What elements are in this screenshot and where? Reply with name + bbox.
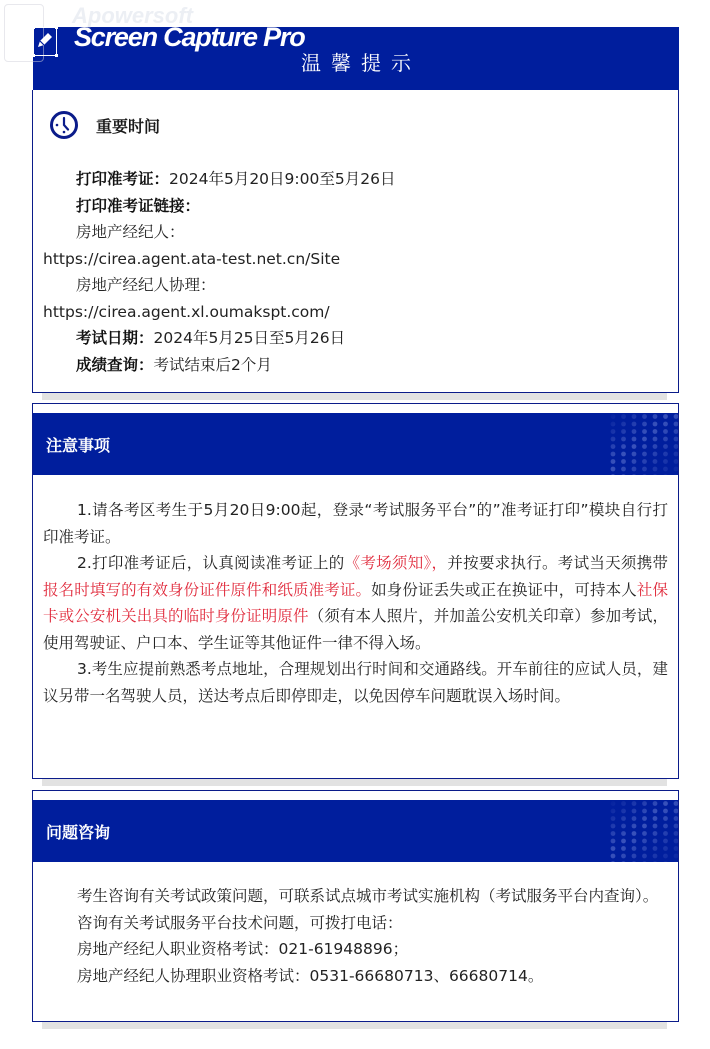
notes-header-band xyxy=(33,413,678,475)
agent-phone-line: 房地产经纪人职业资格考试：021-61948896； xyxy=(77,940,409,958)
page-title: 温馨提示 xyxy=(301,51,421,75)
section-title: 问题咨询 xyxy=(46,823,111,842)
note-item-3: 3.考生应提前熟悉考点地址，合理规划出行时间和交通路线。开车前往的应试人员，建议另带一名驾驶人员，送达考点后即停即走，以免因停车问题耽误入场时间。 xyxy=(43,660,668,705)
dots-pattern-icon xyxy=(608,413,678,475)
clock-icon xyxy=(49,110,79,140)
important-times-heading xyxy=(49,110,160,140)
card-shadow xyxy=(42,779,667,786)
page-header xyxy=(33,27,679,90)
section-title: 注意事项 xyxy=(46,436,111,455)
watermark-product: Screen Capture Pro xyxy=(74,22,305,52)
agent-phone[interactable]: 021-61948896； xyxy=(278,940,409,958)
card-shadow xyxy=(42,1022,667,1029)
consult-header-band xyxy=(33,800,678,862)
assistant-label: 房地产经纪人协理： xyxy=(76,276,216,294)
agent-url-link[interactable]: https://cirea.agent.ata-test.net.cn/Site xyxy=(43,249,341,268)
note-item-2: 2.打印准考证后，认真阅读准考证上的《考场须知》，并按要求执行。考试当天须携带报名时填写的有效身份证件原件和纸质准考证。如身份证丢失或正在换证中，可持本人社保卡或公安机关出具的临时身份证明原件（须有本人照片，并加盖公安机关印章）参加考试，使用驾驶证、户口本、学生证等其他证件一律不得入场。 xyxy=(43,554,668,652)
print-link-line: 打印准考证链接： xyxy=(76,196,201,215)
card-shadow xyxy=(42,393,667,400)
watermark-brand: Apowersoft xyxy=(72,3,193,28)
notes-card xyxy=(32,403,679,779)
agent-label: 房地产经纪人： xyxy=(76,223,185,241)
print-admission-line: 打印准考证：2024年5月20日9:00至5月26日 xyxy=(76,170,396,188)
consult-card xyxy=(32,790,679,1022)
assistant-phone-line: 房地产经纪人协理职业资格考试：0531-66680713、66680714。 xyxy=(77,966,544,985)
consult-policy: 考生咨询有关考试政策问题，可联系试点城市考试实施机构（考试服务平台内查询）。 xyxy=(77,887,659,905)
notes-body xyxy=(43,497,668,709)
dots-pattern-icon xyxy=(608,800,678,862)
important-times-card xyxy=(32,90,679,393)
assistant-url-link[interactable]: https://cirea.agent.xl.oumakspt.com/ xyxy=(43,302,330,321)
score-query-line: 成绩查询：考试结束后2个月 xyxy=(76,355,272,374)
assistant-phone[interactable]: 0531-66680713、66680714。 xyxy=(309,966,544,985)
consult-body xyxy=(43,883,668,989)
consult-tech-intro: 咨询有关考试服务平台技术问题，可拨打电话： xyxy=(77,913,403,932)
section-title: 重要时间 xyxy=(96,116,161,136)
note-item-1: 1.请各考区考生于5月20日9:00起，登录“考试服务平台”的”准考证打印”模块自行打印准考证。 xyxy=(43,501,668,546)
exam-date-line: 考试日期：2024年5月25日至5月26日 xyxy=(76,329,346,347)
